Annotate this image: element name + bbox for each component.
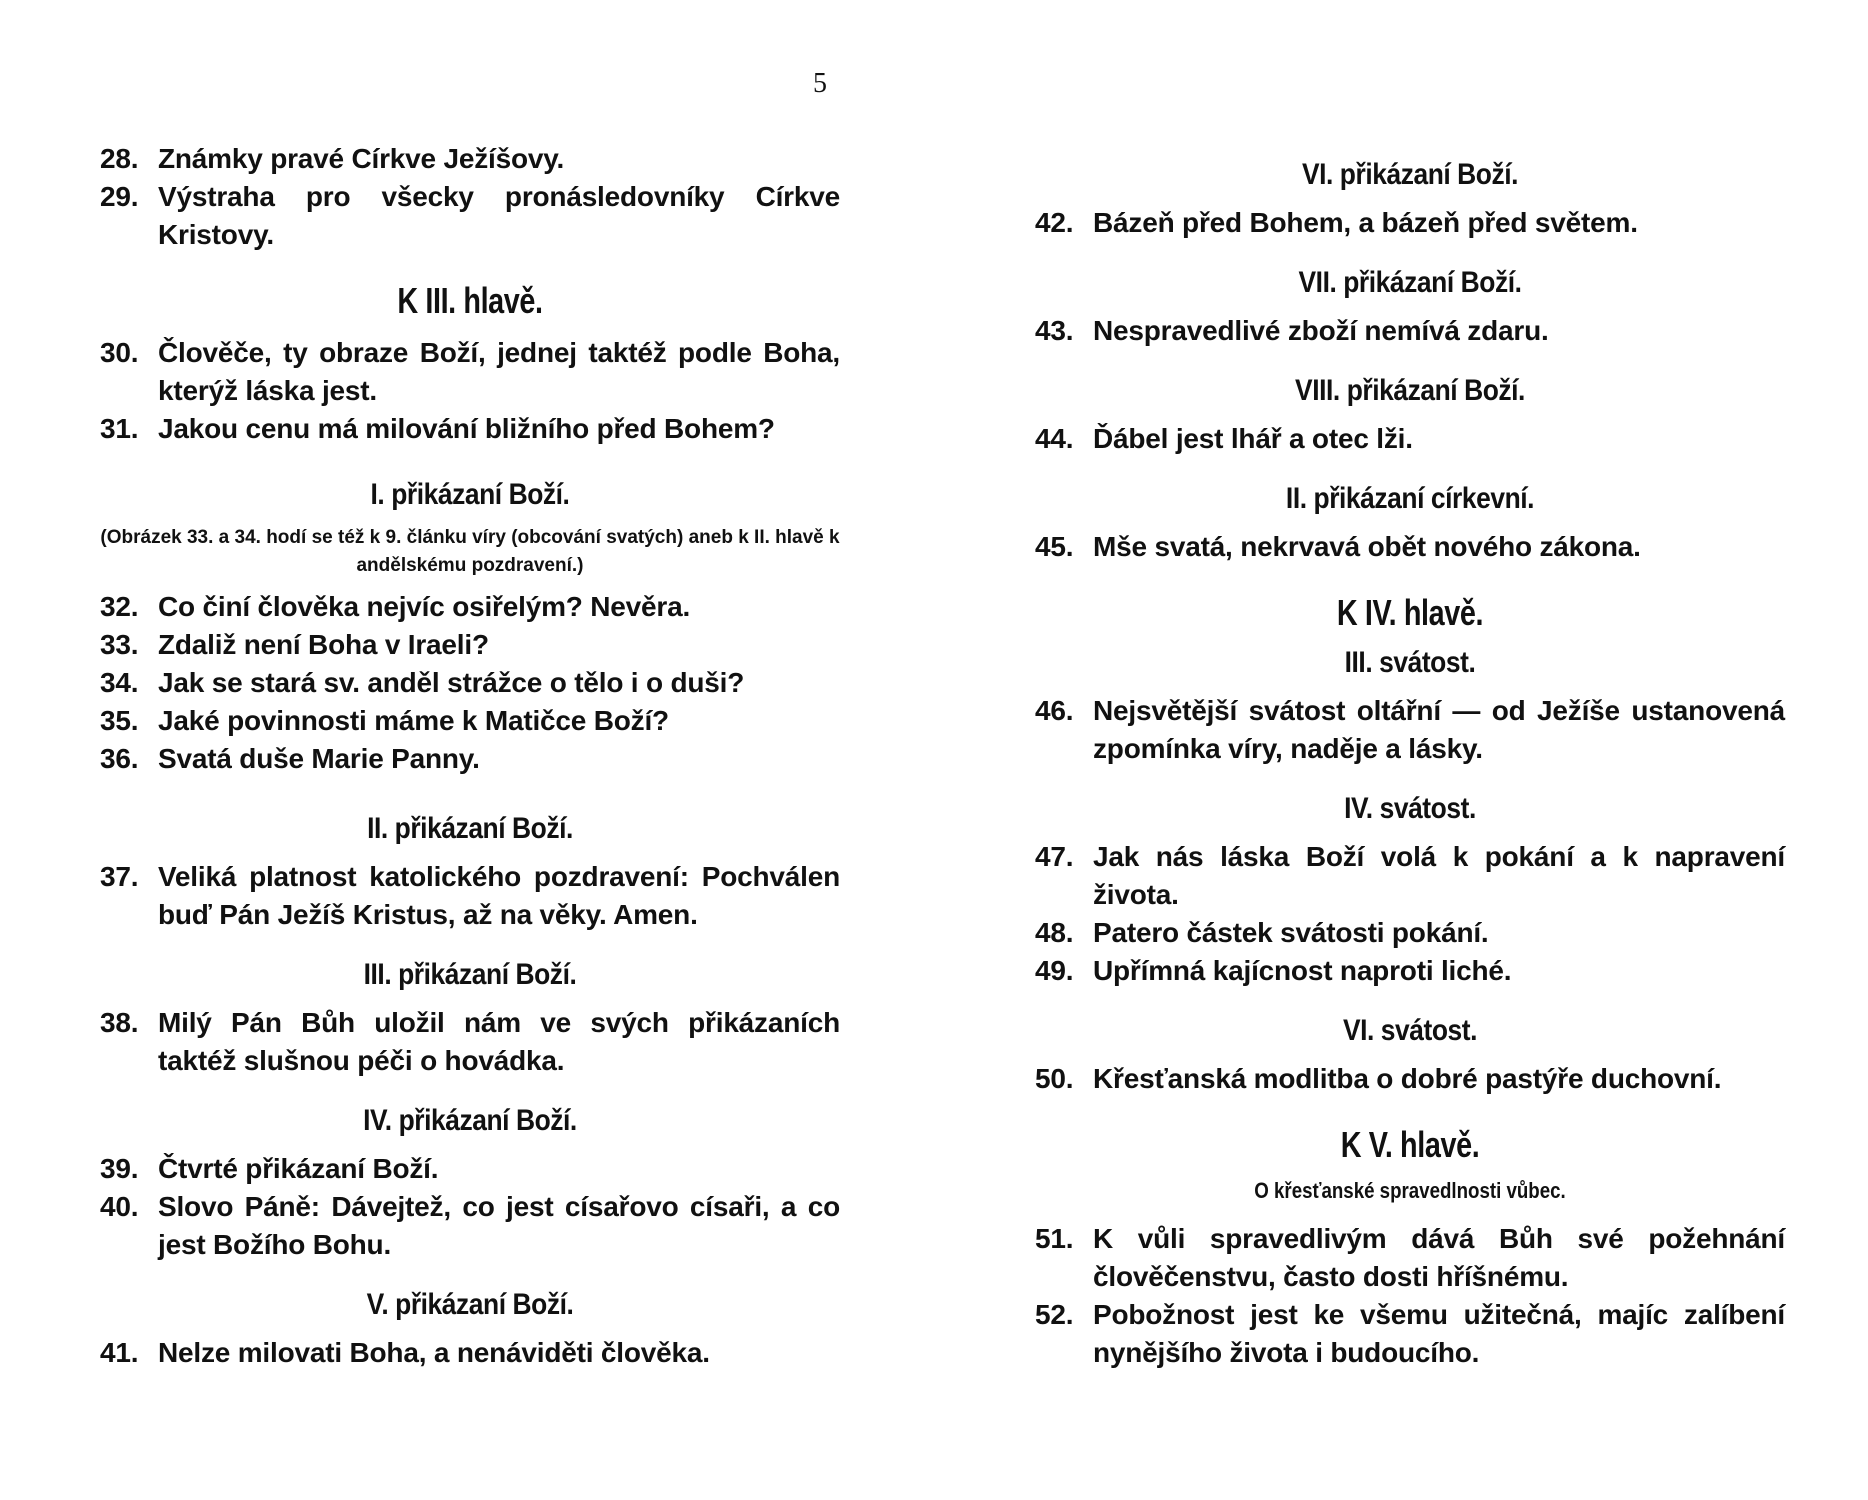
subheading: O křesťanské spravedlnosti vůbec. (1254, 1178, 1566, 1203)
item-number: 28. (100, 143, 139, 174)
list-item (1035, 204, 1785, 242)
list-item (100, 588, 840, 626)
item-list (100, 858, 840, 934)
item-number: 33. (100, 629, 139, 660)
list-item (1035, 1060, 1785, 1098)
item-text: Patero částek svátosti pokání. (1093, 917, 1489, 948)
item-number: 31. (100, 413, 139, 444)
item-text: K vůli spravedlivým dává Bůh své požehnání člověčenstvu, často dosti hříšnému. (1093, 1223, 1785, 1292)
item-text: Jakou cenu má milování bližního před Bohem? (158, 413, 775, 444)
item-list (1035, 204, 1785, 242)
section-heading: VIII. přikázaní Boží. (1295, 374, 1525, 407)
section-heading: K III. hlavě. (397, 280, 543, 321)
list-item (100, 1150, 840, 1188)
item-number: 32. (100, 591, 139, 622)
item-list (1035, 1060, 1785, 1098)
item-text: Nespravedlivé zboží nemívá zdaru. (1093, 315, 1549, 346)
item-number: 52. (1035, 1299, 1074, 1330)
item-list (1035, 1220, 1785, 1372)
note: (Obrázek 33. a 34. hodí se též k 9. článku víry (obcování svatých) aneb k II. hlavě k andělskému pozdravení.) (100, 527, 840, 576)
item-text: Ďábel jest lhář a otec lži. (1093, 423, 1413, 454)
item-text: Slovo Páně: Dávejtež, co jest císařovo císaři, a co jest Božího Bohu. (158, 1191, 840, 1260)
item-number: 39. (100, 1153, 139, 1184)
item-number: 44. (1035, 423, 1074, 454)
item-number: 49. (1035, 955, 1074, 986)
item-list (100, 1334, 840, 1372)
item-text: Jak se stará sv. anděl strážce o tělo i o duši? (158, 667, 745, 698)
item-text: Milý Pán Bůh uložil nám ve svých přikázaních taktéž slušnou péči o hovádka. (158, 1007, 840, 1076)
item-text: Člověče, ty obraze Boží, jednej taktéž podle Boha, kterýž láska jest. (158, 337, 840, 406)
list-item (100, 410, 840, 448)
section-heading: V. přikázaní Boží. (366, 1288, 574, 1321)
list-item (1035, 420, 1785, 458)
item-list (100, 1150, 840, 1264)
list-item (100, 702, 840, 740)
left-column (100, 140, 840, 1372)
section-heading: III. přikázaní Boží. (363, 958, 577, 991)
item-text: Čtvrté přikázaní Boží. (158, 1153, 439, 1184)
list-item (100, 626, 840, 664)
section-heading: VI. svátost. (1342, 1014, 1478, 1047)
item-text: Známky pravé Církve Ježíšovy. (158, 143, 565, 174)
item-list (1035, 420, 1785, 458)
section-heading: IV. přikázaní Boží. (363, 1104, 577, 1137)
item-list (100, 140, 840, 254)
section-heading: II. přikázaní církevní. (1285, 482, 1535, 515)
item-number: 46. (1035, 695, 1074, 726)
item-number: 36. (100, 743, 139, 774)
list-item (1035, 1220, 1785, 1296)
item-text: Nelze milovati Boha, a nenáviděti člověka. (158, 1337, 710, 1368)
list-item (1035, 914, 1785, 952)
item-text: Pobožnost jest ke všemu užitečná, majíc zalíbení nynějšího života i budoucího. (1093, 1299, 1785, 1368)
list-item (100, 1004, 840, 1080)
list-item (100, 178, 840, 254)
list-item (1035, 952, 1785, 990)
list-item (100, 1334, 840, 1372)
item-number: 50. (1035, 1063, 1074, 1094)
item-number: 34. (100, 667, 139, 698)
item-list (1035, 312, 1785, 350)
item-number: 29. (100, 181, 139, 212)
item-text: Svatá duše Marie Panny. (158, 743, 480, 774)
page-number: 5 (813, 68, 827, 99)
item-number: 48. (1035, 917, 1074, 948)
item-text: Křesťanská modlitba o dobré pastýře duchovní. (1093, 1063, 1722, 1094)
item-number: 47. (1035, 841, 1074, 872)
item-list (100, 334, 840, 448)
item-number: 45. (1035, 531, 1074, 562)
item-list (1035, 692, 1785, 768)
item-number: 51. (1035, 1223, 1074, 1254)
item-text: Bázeň před Bohem, a bázeň před světem. (1093, 207, 1638, 238)
item-list (1035, 838, 1785, 990)
list-item (100, 1188, 840, 1264)
item-number: 41. (100, 1337, 139, 1368)
item-text: Upřímná kajícnost naproti liché. (1093, 955, 1512, 986)
section-heading: II. přikázaní Boží. (367, 812, 573, 845)
item-number: 42. (1035, 207, 1074, 238)
section-heading: I. přikázaní Boží. (370, 478, 570, 511)
item-text: Mše svatá, nekrvavá obět nového zákona. (1093, 531, 1641, 562)
item-number: 30. (100, 337, 139, 368)
list-item (1035, 1296, 1785, 1372)
section-heading: IV. svátost. (1344, 792, 1476, 825)
list-item (100, 664, 840, 702)
item-text: Jak nás láska Boží volá k pokání a k napravení života. (1093, 841, 1785, 910)
section-heading: K V. hlavě. (1340, 1124, 1480, 1165)
section-heading: VI. přikázaní Boží. (1301, 158, 1519, 191)
section-heading: VII. přikázaní Boží. (1298, 266, 1522, 299)
list-item (1035, 528, 1785, 566)
list-item (1035, 692, 1785, 768)
right-column (1035, 140, 1785, 1372)
list-item (1035, 312, 1785, 350)
item-number: 38. (100, 1007, 139, 1038)
item-text: Co činí člověka nejvíc osiřelým? Nevěra. (158, 591, 691, 622)
item-text: Nejsvětější svátost oltářní — od Ježíše ustanovená zpomínka víry, naděje a lásky. (1093, 695, 1785, 764)
item-text: Veliká platnost katolického pozdravení: Pochválen buď Pán Ježíš Kristus, až na věky. Amen. (158, 861, 840, 930)
item-number: 43. (1035, 315, 1074, 346)
item-number: 37. (100, 861, 139, 892)
list-item (100, 140, 840, 178)
item-list (100, 1004, 840, 1080)
item-text: Výstraha pro všecky pronásledovníky Církve Kristovy. (158, 181, 840, 250)
item-list (100, 588, 840, 778)
list-item (100, 334, 840, 410)
item-number: 40. (100, 1191, 139, 1222)
item-text: Jaké povinnosti máme k Matičce Boží? (158, 705, 669, 736)
item-list (1035, 528, 1785, 566)
list-item (100, 858, 840, 934)
section-heading: K IV. hlavě. (1336, 592, 1484, 633)
item-text: Zdaliž není Boha v Iraeli? (158, 629, 489, 660)
list-item (100, 740, 840, 778)
item-number: 35. (100, 705, 139, 736)
section-heading: III. svátost. (1344, 646, 1476, 679)
list-item (1035, 838, 1785, 914)
